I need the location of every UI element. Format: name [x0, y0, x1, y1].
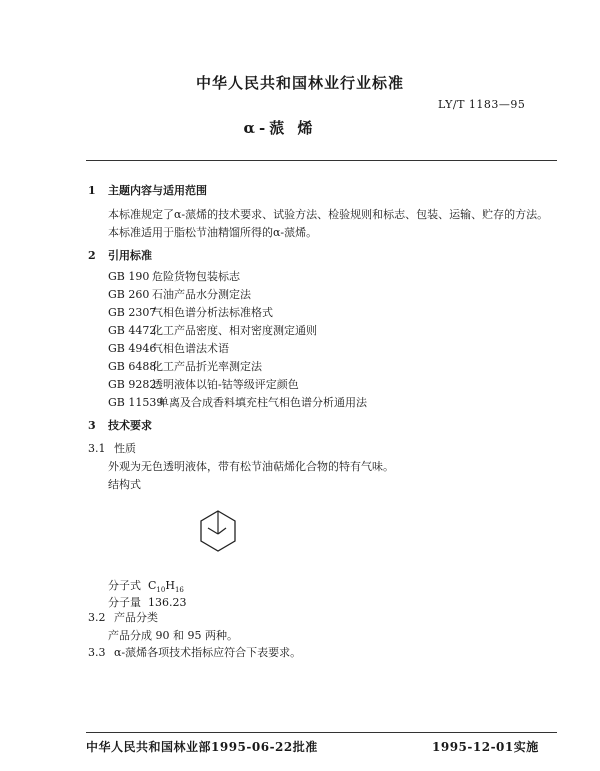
molecular-mass	[108, 594, 187, 610]
section-3-heading	[88, 417, 152, 433]
molecular-formula	[108, 577, 184, 594]
header-divider	[86, 160, 557, 161]
classification-text: 产品分成 90 和 95 两种。	[108, 629, 238, 642]
section-number: 3	[88, 419, 96, 432]
reference-name: 危险货物包装标志	[152, 270, 240, 283]
reference-name: 化工产品密度、相对密度测定通则	[152, 324, 317, 337]
methyl-bond	[208, 528, 218, 534]
reference-code: GB 190	[108, 270, 150, 283]
reference-code: GB 6488	[108, 360, 157, 373]
reference-code: GB 11539	[108, 396, 164, 409]
reference-code: GB 260	[108, 288, 150, 301]
paragraph: 本标准适用于脂松节油精馏所得的α-蒎烯。	[108, 226, 318, 239]
structure-label: 结构式	[108, 478, 141, 491]
subsection-3-2-heading	[88, 609, 158, 625]
reference-code: GB 2307	[108, 306, 157, 319]
reference-item	[108, 322, 317, 338]
formula-hydrogen: H	[165, 579, 175, 592]
subsection-text: α-蒎烯各项技术指标应符合下表要求。	[114, 646, 302, 659]
reference-name: 透明液体以铂-钴等级评定颜色	[152, 378, 299, 391]
formula-label: 分子式	[108, 579, 141, 592]
reference-name: 单离及合成香料填充柱气相色谱分析通用法	[158, 396, 367, 409]
reference-code: GB 4472	[108, 324, 157, 337]
reference-code: GB 4946	[108, 342, 157, 355]
section-1-heading	[88, 182, 207, 198]
document-title: α-蒎 烯	[243, 119, 317, 137]
appearance-text: 外观为无色透明液体，带有松节油萜烯化合物的特有气味。	[108, 460, 394, 473]
reference-name: 气相色谱法术语	[152, 342, 229, 355]
section-number: 1	[88, 184, 96, 197]
formula-carbon-count: 10	[156, 586, 166, 595]
standard-code: LY/T 1183—95	[438, 98, 526, 111]
section-title: 主题内容与适用范围	[108, 184, 207, 197]
reference-name: 气相色谱分析法标准格式	[152, 306, 273, 319]
mass-label: 分子量	[108, 596, 141, 609]
pinene-structure-diagram	[196, 508, 242, 554]
standard-organization: 中华人民共和国林业行业标准	[195, 74, 404, 92]
section-title: 引用标准	[108, 249, 152, 262]
mass-value: 136.23	[148, 596, 187, 609]
reference-item	[108, 376, 299, 392]
section-2-heading	[88, 247, 152, 263]
section-title: 技术要求	[108, 419, 152, 432]
reference-name: 石油产品水分测定法	[152, 288, 251, 301]
methyl-bond	[218, 528, 226, 534]
reference-name: 化工产品折光率测定法	[152, 360, 262, 373]
implementation-date: 1995-12-01实施	[432, 740, 539, 754]
reference-item	[108, 286, 251, 302]
reference-item	[108, 394, 367, 410]
reference-item	[108, 340, 229, 356]
subsection-title: 产品分类	[114, 611, 158, 624]
reference-item	[108, 358, 262, 374]
subsection-number: 3.3	[88, 646, 106, 659]
section-number: 2	[88, 249, 96, 262]
reference-item	[108, 268, 240, 284]
formula-carbon: C	[148, 579, 157, 592]
formula-hydrogen-count: 16	[174, 586, 184, 595]
subsection-number: 3.1	[88, 442, 106, 455]
paragraph: 本标准规定了α-蒎烯的技术要求、试验方法、检验规则和标志、包装、运输、贮存的方法。	[108, 208, 549, 221]
subsection-3-1-heading	[88, 440, 136, 456]
reference-code: GB 9282	[108, 378, 157, 391]
subsection-number: 3.2	[88, 611, 106, 624]
footer-divider	[86, 732, 557, 733]
subsection-3-3	[88, 644, 301, 660]
subsection-title: 性质	[114, 442, 136, 455]
approval-notice: 中华人民共和国林业部1995-06-22批准	[86, 740, 318, 754]
reference-item	[108, 304, 273, 320]
